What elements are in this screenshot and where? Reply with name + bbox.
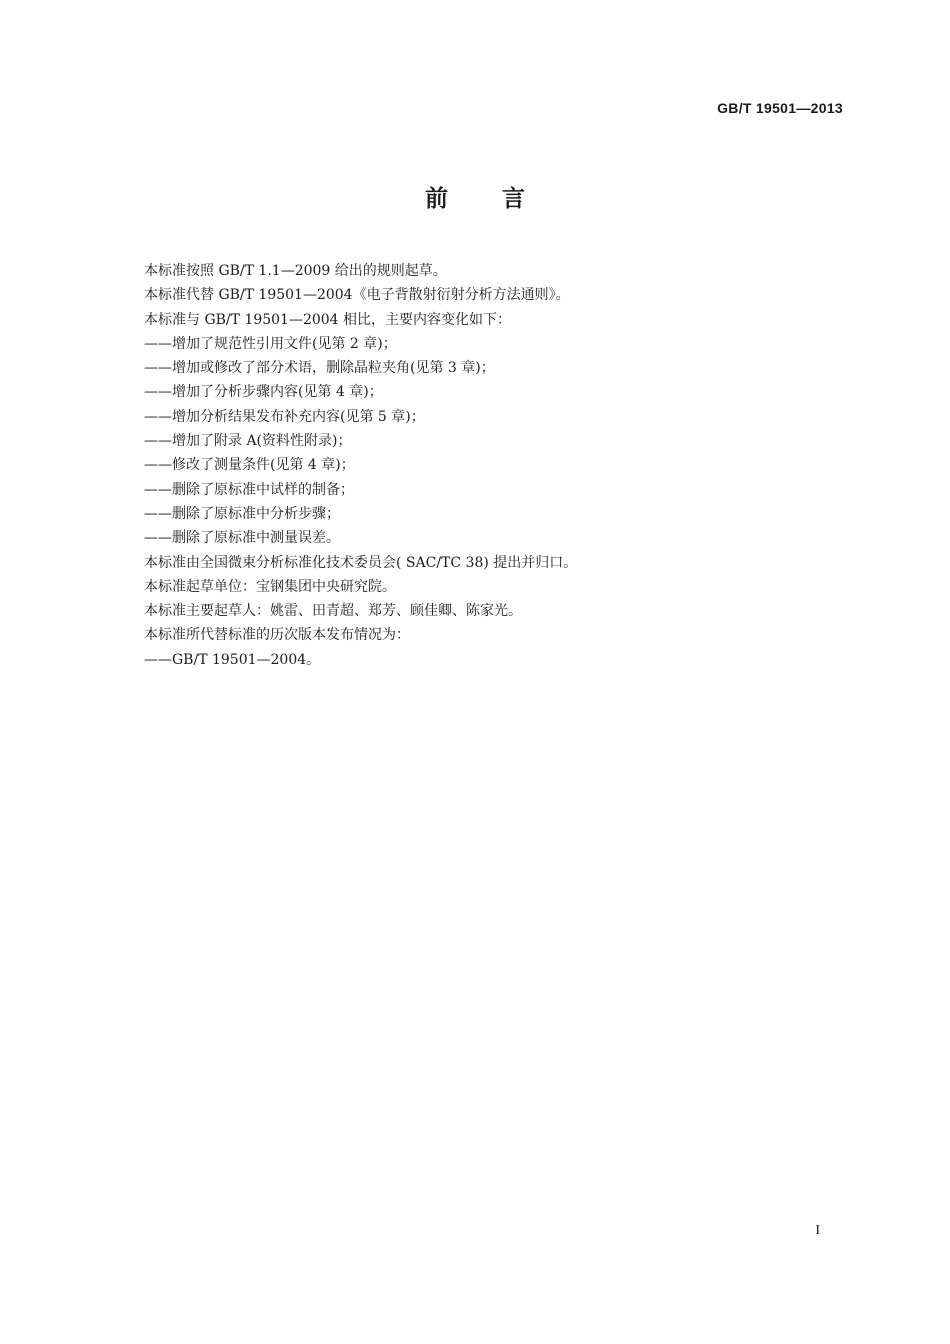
change-list-item: ——修改了测量条件(见第 4 章)； [144,457,355,474]
change-list-item: ——删除了原标准中测量误差。 [144,530,340,547]
version-history-item: ——GB/T 19501—2004。 [144,651,321,668]
body-line: 本标准起草单位：宝钢集团中央研究院。 [144,578,396,595]
body-line: 本标准所代替标准的历次版本发布情况为： [144,627,410,644]
body-line: 本标准主要起草人：姚雷、田青超、郑芳、顾佳卿、陈家光。 [144,603,522,620]
change-list-item: ——删除了原标准中试样的制备； [144,481,354,498]
body-line: 本标准代替 GB/T 19501—2004《电子背散射衍射分析方法通则》。 [144,287,570,304]
standard-code: GB/T 19501—2013 [717,100,843,116]
change-list-item: ——删除了原标准中分析步骤； [144,505,340,522]
change-list-item: ——增加分析结果发布补充内容(见第 5 章)； [144,408,425,425]
change-list-item: ——增加了规范性引用文件(见第 2 章)； [144,335,397,352]
document-body [144,259,844,672]
change-list-item: ——增加或修改了部分术语，删除晶粒夹角(见第 3 章)； [144,360,495,377]
body-line: 本标准由全国微束分析标准化技术委员会( SAC/TC 38) 提出并归口。 [144,554,578,571]
page-title: 前言 [425,186,579,212]
change-list-item: ——增加了分析步骤内容(见第 4 章)； [144,384,383,401]
change-list-item: ——增加了附录 A(资料性附录)； [144,433,352,450]
body-line: 本标准与 GB/T 19501—2004 相比，主要内容变化如下： [144,311,512,328]
body-line: 本标准按照 GB/T 1.1—2009 给出的规则起草。 [144,263,447,279]
page-number: I [815,1223,820,1238]
